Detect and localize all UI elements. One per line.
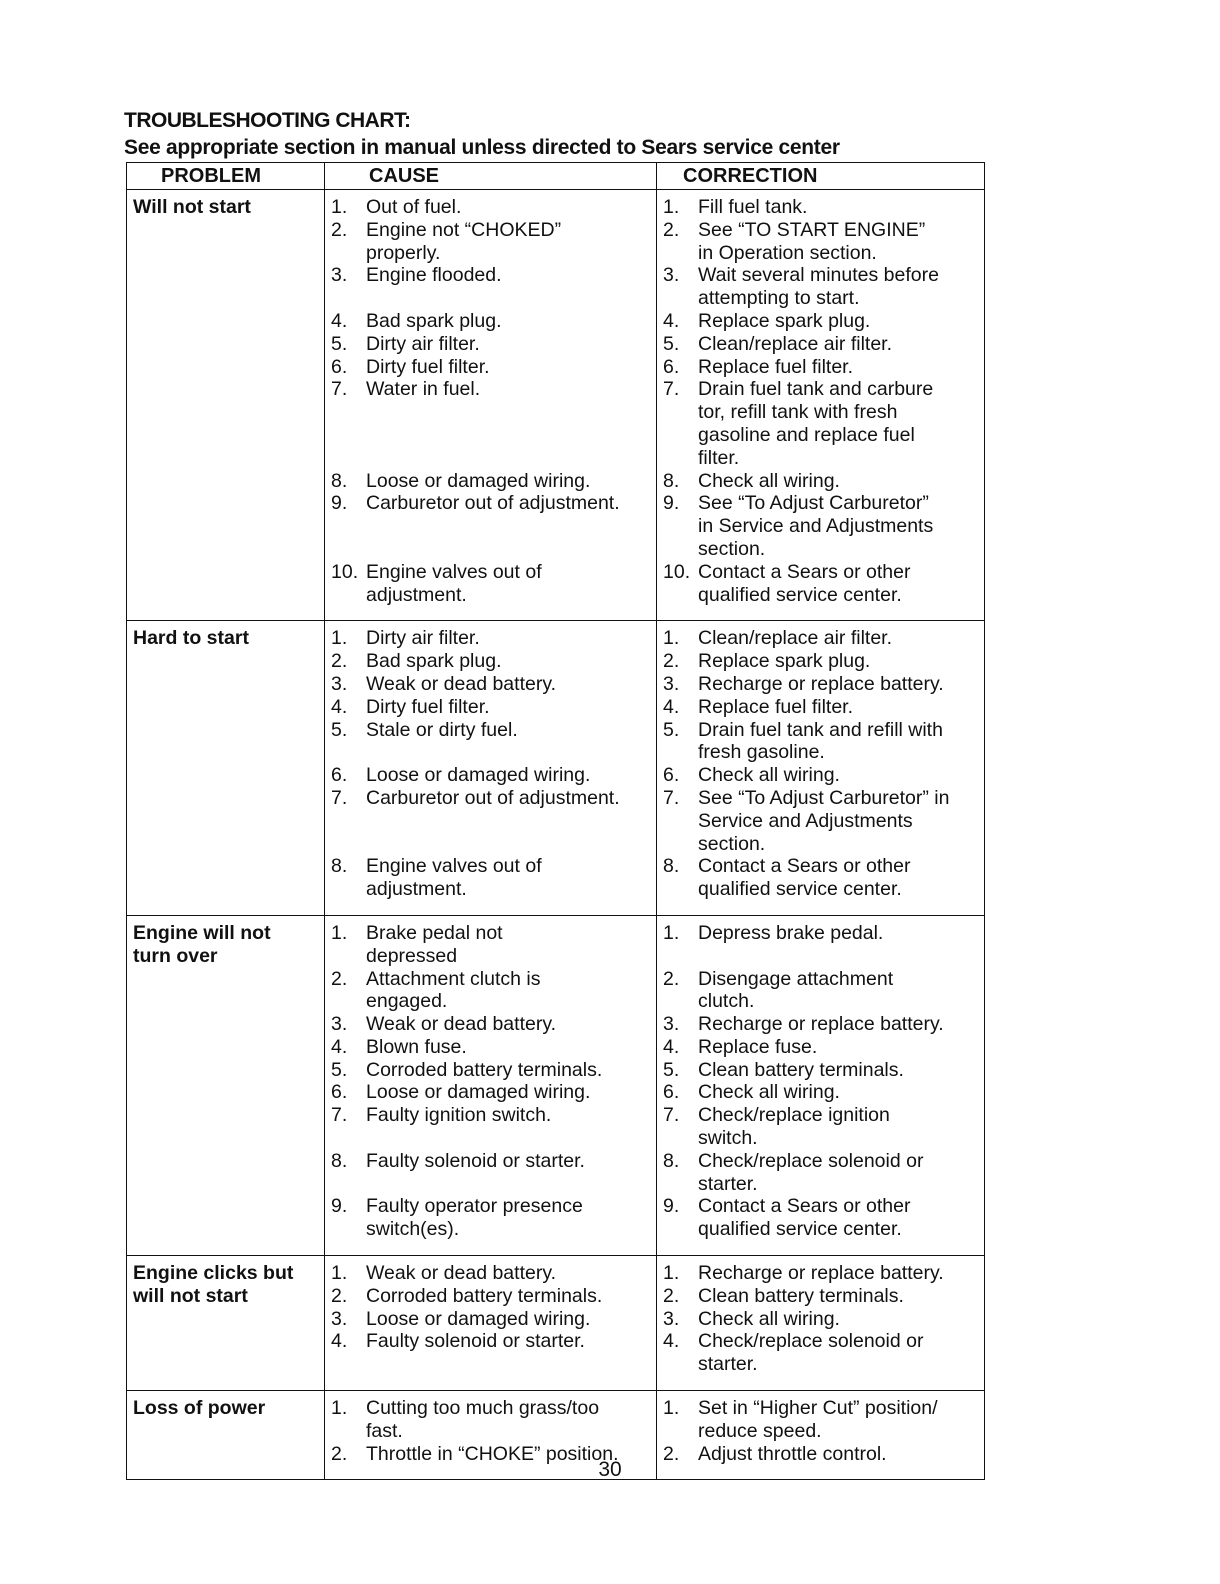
cause-text: Loose or damaged wiring.	[366, 469, 591, 492]
correction-text: Wait several minutes before	[698, 264, 939, 287]
correction-text: Check/replace ignition	[698, 1104, 890, 1127]
correction-list	[663, 627, 980, 901]
list-item	[331, 968, 652, 1014]
cause-text	[366, 424, 652, 447]
list-item	[331, 1081, 652, 1104]
correction-text: Set in “Higher Cut” position/	[698, 1397, 938, 1420]
correction-text: Drain fuel tank and refill with	[698, 718, 943, 741]
list-item	[663, 333, 980, 356]
list-item	[331, 378, 652, 469]
item-number: 8.	[663, 469, 680, 492]
list-item	[331, 627, 652, 650]
correction-text: Check all wiring.	[698, 1307, 840, 1330]
header-cause: CAUSE	[325, 163, 657, 190]
cause-text: Engine valves out of	[366, 560, 542, 583]
cause-list	[331, 196, 652, 606]
correction-text: starter.	[698, 1172, 758, 1195]
item-number: 1.	[663, 627, 680, 650]
correction-text: See “To Adjust Carburetor”	[698, 492, 929, 515]
cause-text: fast.	[366, 1419, 403, 1442]
cause-text: Faulty operator presence	[366, 1195, 583, 1218]
cause-text: Attachment clutch is	[366, 967, 541, 990]
list-item	[331, 1285, 652, 1308]
correction-text: Check all wiring.	[698, 764, 840, 787]
item-number: 1.	[663, 1397, 680, 1420]
correction-list	[663, 922, 980, 1241]
list-item	[331, 219, 652, 265]
correction-text: Replace spark plug.	[698, 309, 871, 332]
item-number: 6.	[663, 1081, 680, 1104]
list-item	[331, 1150, 652, 1196]
problem-cell	[127, 1256, 325, 1391]
correction-text: Drain fuel tank and carbure	[698, 378, 934, 401]
cause-text	[366, 287, 652, 310]
cause-text: Blown fuse.	[366, 1035, 467, 1058]
item-number: 1.	[663, 196, 680, 218]
item-number: 3.	[331, 1013, 348, 1036]
problem-text: Engine clicks but	[133, 1262, 294, 1285]
item-number: 6.	[663, 764, 680, 787]
correction-text: Contact a Sears or other	[698, 560, 911, 583]
correction-text: attempting to start.	[698, 287, 860, 310]
list-item	[663, 627, 980, 650]
list-item	[331, 561, 652, 607]
list-item	[331, 1330, 652, 1376]
list-item	[331, 470, 652, 493]
item-number: 6.	[331, 1081, 348, 1104]
item-number: 7.	[331, 378, 348, 401]
item-number: 6.	[663, 355, 680, 378]
correction-text: Recharge or replace battery.	[698, 1013, 944, 1036]
cause-text	[366, 1173, 652, 1196]
item-number: 2.	[663, 1284, 680, 1307]
cause-text: Corroded battery terminals.	[366, 1284, 603, 1307]
list-item	[663, 855, 980, 901]
cause-text: depressed	[366, 944, 458, 967]
list-item	[663, 196, 980, 219]
correction-text: See “To Adjust Carburetor” in	[698, 786, 950, 809]
item-number: 3.	[663, 264, 680, 287]
correction-cell	[657, 915, 985, 1255]
list-item	[663, 696, 980, 719]
item-number: 1.	[331, 196, 348, 218]
item-number: 2.	[663, 218, 680, 241]
item-number: 7.	[331, 786, 348, 809]
problem-text: Engine will not	[133, 921, 271, 944]
troubleshooting-table	[126, 162, 985, 1480]
problem-cell	[127, 621, 325, 916]
list-item	[663, 1330, 980, 1376]
item-number: 1.	[331, 921, 348, 944]
cause-text	[366, 741, 652, 764]
list-item	[663, 1150, 980, 1196]
item-number: 9.	[331, 1195, 348, 1218]
correction-text: Disengage attachment	[698, 967, 894, 990]
correction-text: Recharge or replace battery.	[698, 1262, 944, 1285]
list-item	[663, 219, 980, 265]
item-number: 9.	[663, 1195, 680, 1218]
item-number: 3.	[663, 1307, 680, 1330]
correction-text: Clean/replace air filter.	[698, 627, 893, 650]
item-number: 4.	[331, 309, 348, 332]
cause-text: Weak or dead battery.	[366, 672, 557, 695]
correction-text: See “TO START ENGINE”	[698, 218, 926, 241]
list-item	[331, 1262, 652, 1285]
correction-text: Clean battery terminals.	[698, 1284, 904, 1307]
correction-text: Clean/replace air filter.	[698, 332, 893, 355]
list-item	[331, 719, 652, 765]
list-item	[663, 922, 980, 968]
cause-text: properly.	[366, 241, 441, 264]
cause-list	[331, 922, 652, 1241]
item-number: 1.	[331, 1397, 348, 1420]
list-item	[663, 1285, 980, 1308]
correction-text: Check all wiring.	[698, 469, 840, 492]
item-number: 8.	[331, 855, 348, 878]
table-row	[127, 915, 985, 1255]
list-item	[663, 1081, 980, 1104]
item-number: 8.	[331, 469, 348, 492]
list-item	[663, 356, 980, 379]
page-number: 30	[598, 1458, 622, 1481]
list-item	[331, 855, 652, 901]
cause-text: Faulty solenoid or starter.	[366, 1149, 585, 1172]
page-subtitle: See appropriate section in manual unless directed to Sears service center	[124, 136, 840, 159]
item-number: 7.	[663, 378, 680, 401]
correction-text: filter.	[698, 446, 740, 469]
correction-text: Replace fuel filter.	[698, 695, 854, 718]
cause-text: Water in fuel.	[366, 378, 481, 401]
table-row	[127, 190, 985, 621]
list-item	[331, 333, 652, 356]
cause-text: Out of fuel.	[366, 196, 462, 218]
list-item	[663, 1397, 980, 1443]
list-item	[663, 470, 980, 493]
problem-text: turn over	[133, 944, 218, 967]
item-number: 9.	[663, 492, 680, 515]
item-number: 2.	[663, 650, 680, 673]
list-item	[331, 1397, 652, 1443]
correction-cell	[657, 1256, 985, 1391]
list-item	[331, 1013, 652, 1036]
correction-text: section.	[698, 832, 766, 855]
item-number: 7.	[663, 786, 680, 809]
correction-list	[663, 196, 980, 606]
correction-text: in Operation section.	[698, 241, 877, 264]
table-body	[127, 190, 985, 1480]
problem-text: Hard to start	[133, 627, 249, 650]
list-item	[663, 1308, 980, 1331]
list-item	[663, 787, 980, 855]
item-number: 1.	[331, 627, 348, 650]
item-number: 3.	[663, 672, 680, 695]
cause-cell	[325, 915, 657, 1255]
correction-text: tor, refill tank with fresh	[698, 401, 898, 424]
correction-text: Replace fuel filter.	[698, 355, 854, 378]
list-item	[663, 378, 980, 469]
correction-text: switch.	[698, 1127, 758, 1150]
item-number: 9.	[331, 492, 348, 515]
item-number: 5.	[331, 332, 348, 355]
correction-text: in Service and Adjustments	[698, 515, 934, 538]
list-item	[331, 492, 652, 560]
cause-text: Stale or dirty fuel.	[366, 718, 518, 741]
correction-text: Check/replace solenoid or	[698, 1149, 924, 1172]
item-number: 2.	[663, 967, 680, 990]
list-item	[663, 719, 980, 765]
list-item	[663, 1104, 980, 1150]
cause-text: switch(es).	[366, 1218, 460, 1241]
list-item	[331, 1195, 652, 1241]
list-item	[331, 696, 652, 719]
cause-text: Dirty fuel filter.	[366, 355, 490, 378]
cause-text: adjustment.	[366, 583, 467, 606]
page-title: TROUBLESHOOTING CHART:	[124, 109, 411, 132]
cause-text: Loose or damaged wiring.	[366, 1307, 591, 1330]
list-item	[331, 196, 652, 219]
list-item	[663, 968, 980, 1014]
cause-text: Weak or dead battery.	[366, 1262, 557, 1285]
correction-text: Check all wiring.	[698, 1081, 840, 1104]
item-number: 10.	[663, 560, 691, 583]
item-number: 5.	[663, 332, 680, 355]
list-item	[331, 787, 652, 855]
cause-text: adjustment.	[366, 878, 467, 901]
cause-text: Carburetor out of adjustment.	[366, 786, 620, 809]
list-item	[331, 356, 652, 379]
list-item	[331, 650, 652, 673]
list-item	[663, 1059, 980, 1082]
header-correction: CORRECTION	[657, 163, 985, 190]
item-number: 8.	[663, 1149, 680, 1172]
problem-text: Loss of power	[133, 1397, 266, 1420]
cause-text: Loose or damaged wiring.	[366, 764, 591, 787]
list-item	[331, 673, 652, 696]
item-number: 5.	[331, 1058, 348, 1081]
cause-text: Dirty air filter.	[366, 332, 480, 355]
item-number: 3.	[331, 672, 348, 695]
problem-cell	[127, 915, 325, 1255]
item-number: 1.	[663, 1262, 680, 1285]
item-number: 4.	[331, 1035, 348, 1058]
cause-text: Faulty ignition switch.	[366, 1104, 552, 1127]
item-number: 2.	[331, 967, 348, 990]
cause-cell	[325, 190, 657, 621]
cause-text: Loose or damaged wiring.	[366, 1081, 591, 1104]
cause-text: Bad spark plug.	[366, 309, 502, 332]
cause-text	[366, 1353, 652, 1376]
cause-text: Dirty air filter.	[366, 627, 480, 650]
cause-text: Brake pedal not	[366, 921, 503, 944]
correction-text: clutch.	[698, 990, 755, 1013]
item-number: 6.	[331, 355, 348, 378]
item-number: 5.	[663, 1058, 680, 1081]
correction-text: Check/replace solenoid or	[698, 1330, 924, 1353]
item-number: 8.	[331, 1149, 348, 1172]
item-number: 3.	[331, 264, 348, 287]
correction-text	[698, 945, 980, 968]
item-number: 1.	[663, 921, 680, 944]
cause-text: Bad spark plug.	[366, 650, 502, 673]
correction-text: gasoline and replace fuel	[698, 423, 915, 446]
cause-text: Dirty fuel filter.	[366, 695, 490, 718]
list-item	[663, 1013, 980, 1036]
list-item	[331, 1036, 652, 1059]
cause-text: Weak or dead battery.	[366, 1013, 557, 1036]
correction-text: starter.	[698, 1353, 758, 1376]
item-number: 7.	[663, 1104, 680, 1127]
cause-cell	[325, 1256, 657, 1391]
cause-list	[331, 1397, 652, 1465]
item-number: 3.	[663, 1013, 680, 1036]
correction-text: Recharge or replace battery.	[698, 672, 944, 695]
correction-text: fresh gasoline.	[698, 741, 825, 764]
item-number: 4.	[331, 1330, 348, 1353]
item-number: 6.	[331, 764, 348, 787]
cause-text	[366, 538, 652, 561]
item-number: 2.	[331, 218, 348, 241]
cause-text	[366, 401, 652, 424]
table-row	[127, 1256, 985, 1391]
correction-text: reduce speed.	[698, 1419, 822, 1442]
cause-list	[331, 627, 652, 901]
item-number: 2.	[663, 1442, 680, 1465]
item-number: 3.	[331, 1307, 348, 1330]
cause-list	[331, 1262, 652, 1376]
list-item	[331, 1059, 652, 1082]
item-number: 5.	[663, 718, 680, 741]
item-number: 4.	[663, 309, 680, 332]
item-number: 4.	[663, 1330, 680, 1353]
list-item	[663, 650, 980, 673]
correction-text: Replace fuse.	[698, 1035, 818, 1058]
list-item	[663, 264, 980, 310]
item-number: 4.	[663, 1035, 680, 1058]
list-item	[331, 1104, 652, 1150]
cause-text: Faulty solenoid or starter.	[366, 1330, 585, 1353]
header-problem: PROBLEM	[127, 163, 325, 190]
correction-text: Adjust throttle control.	[698, 1442, 887, 1465]
cause-text: Throttle in “CHOKE” position.	[366, 1442, 619, 1465]
correction-text: Fill fuel tank.	[698, 196, 808, 218]
cause-text: Engine valves out of	[366, 855, 542, 878]
list-item	[663, 1262, 980, 1285]
cause-text	[366, 810, 652, 833]
list-item	[663, 1036, 980, 1059]
list-item	[331, 764, 652, 787]
cause-text: Cutting too much grass/too	[366, 1397, 600, 1420]
item-number: 8.	[663, 855, 680, 878]
list-item	[663, 310, 980, 333]
correction-cell	[657, 190, 985, 621]
table-header-row	[127, 163, 985, 190]
cause-text: Engine not “CHOKED”	[366, 218, 562, 241]
cause-text	[366, 447, 652, 470]
problem-text: Will not start	[133, 196, 251, 218]
cause-text: Engine flooded.	[366, 264, 502, 287]
cause-text	[366, 833, 652, 856]
correction-text: Clean battery terminals.	[698, 1058, 904, 1081]
list-item	[663, 1195, 980, 1241]
correction-text: qualified service center.	[698, 1218, 902, 1241]
correction-text: Service and Adjustments	[698, 809, 913, 832]
correction-text: section.	[698, 537, 766, 560]
item-number: 2.	[331, 1442, 348, 1465]
list-item	[331, 922, 652, 968]
problem-cell	[127, 190, 325, 621]
correction-text: Replace spark plug.	[698, 650, 871, 673]
list-item	[331, 264, 652, 310]
item-number: 7.	[331, 1104, 348, 1127]
correction-text: Contact a Sears or other	[698, 855, 911, 878]
list-item	[663, 561, 980, 607]
item-number: 4.	[331, 695, 348, 718]
cause-text: Carburetor out of adjustment.	[366, 492, 620, 515]
list-item	[331, 1308, 652, 1331]
item-number: 10.	[331, 560, 359, 583]
list-item	[663, 764, 980, 787]
item-number: 2.	[331, 1284, 348, 1307]
chart-heading	[124, 108, 984, 161]
correction-cell	[657, 621, 985, 916]
correction-text: qualified service center.	[698, 583, 902, 606]
correction-list	[663, 1262, 980, 1376]
correction-list	[663, 1397, 980, 1465]
table-row	[127, 621, 985, 916]
cause-cell	[325, 621, 657, 916]
correction-text: qualified service center.	[698, 878, 902, 901]
cause-text	[366, 515, 652, 538]
item-number: 2.	[331, 650, 348, 673]
problem-text: will not start	[133, 1284, 248, 1307]
item-number: 5.	[331, 718, 348, 741]
correction-text: Contact a Sears or other	[698, 1195, 911, 1218]
item-number: 4.	[663, 695, 680, 718]
list-item	[663, 673, 980, 696]
list-item	[331, 310, 652, 333]
cause-text: engaged.	[366, 990, 448, 1013]
cause-text	[366, 1127, 652, 1150]
list-item	[663, 492, 980, 560]
cause-text: Corroded battery terminals.	[366, 1058, 603, 1081]
correction-text: Depress brake pedal.	[698, 921, 884, 944]
item-number: 1.	[331, 1262, 348, 1285]
